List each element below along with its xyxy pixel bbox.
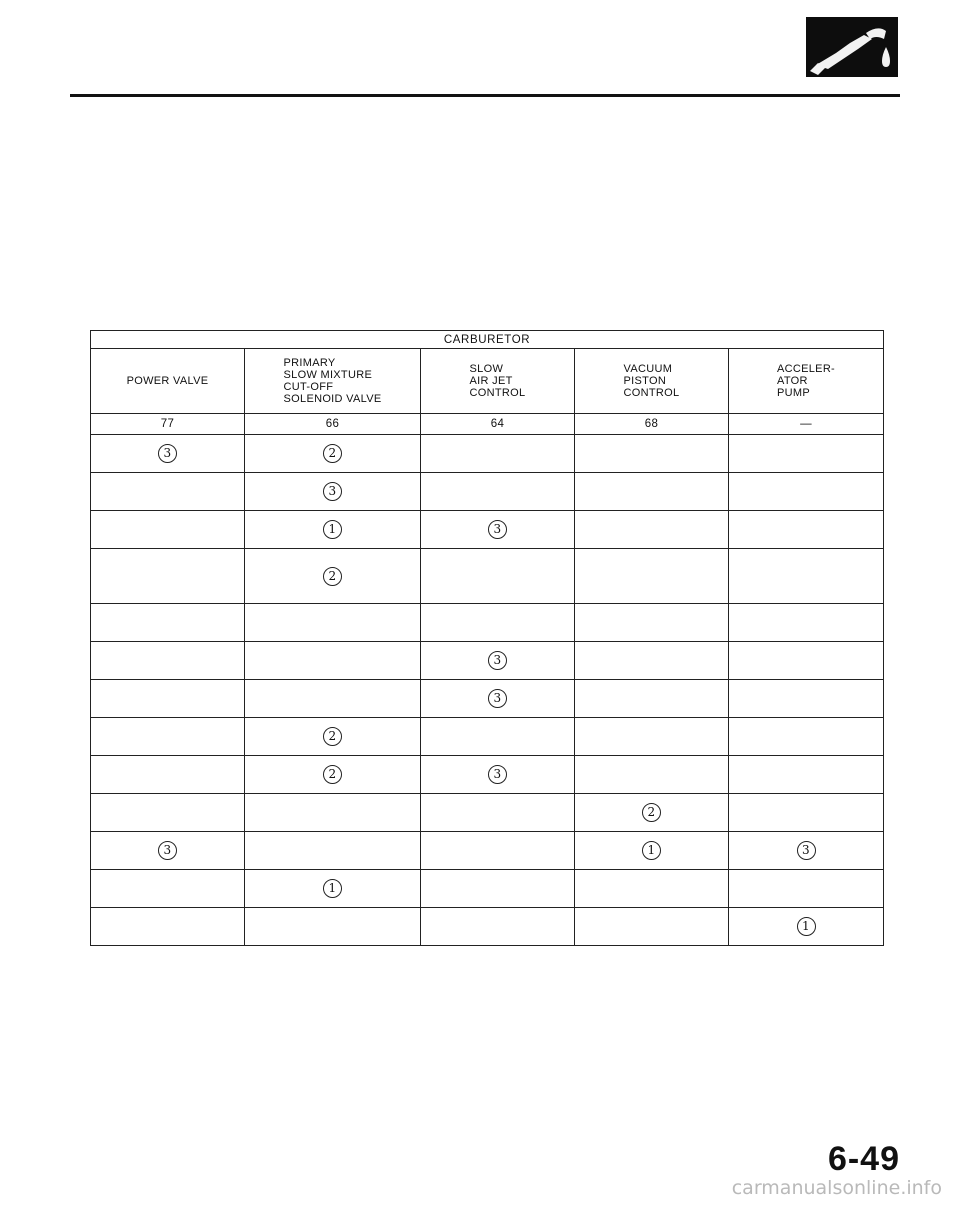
table-cell xyxy=(729,511,884,549)
table-cell xyxy=(245,794,421,832)
sequence-marker: 3 xyxy=(158,841,177,860)
table-cell xyxy=(245,549,421,604)
table-cell xyxy=(421,473,575,511)
table-row xyxy=(91,832,884,870)
table-cell xyxy=(575,511,729,549)
column-number: — xyxy=(729,414,884,435)
table-row xyxy=(91,870,884,908)
sequence-marker: 3 xyxy=(488,651,507,670)
table-row xyxy=(91,549,884,604)
sequence-marker: 2 xyxy=(323,765,342,784)
table-cell xyxy=(729,549,884,604)
table-cell xyxy=(245,473,421,511)
table-cell xyxy=(91,756,245,794)
header-rule xyxy=(70,94,900,97)
table-title: CARBURETOR xyxy=(91,331,884,349)
reference-number-row xyxy=(91,414,884,435)
table-row xyxy=(91,794,884,832)
watermark: carmanualsonline.info xyxy=(731,1177,942,1199)
table-cell xyxy=(245,832,421,870)
table-cell xyxy=(729,604,884,642)
table-cell xyxy=(91,870,245,908)
table-cell xyxy=(245,718,421,756)
sequence-marker: 3 xyxy=(797,841,816,860)
table-cell xyxy=(91,718,245,756)
table-cell xyxy=(575,549,729,604)
table-cell xyxy=(575,756,729,794)
table-cell xyxy=(575,642,729,680)
column-number: 66 xyxy=(245,414,421,435)
header-row xyxy=(91,349,884,414)
column-number: 68 xyxy=(575,414,729,435)
table-cell xyxy=(421,718,575,756)
table-cell xyxy=(421,794,575,832)
sequence-marker: 2 xyxy=(642,803,661,822)
table-row xyxy=(91,604,884,642)
table-row xyxy=(91,642,884,680)
table-cell xyxy=(575,908,729,946)
sequence-marker: 3 xyxy=(488,689,507,708)
column-number: 77 xyxy=(91,414,245,435)
table-row xyxy=(91,435,884,473)
table-row xyxy=(91,908,884,946)
table-row xyxy=(91,756,884,794)
table-cell xyxy=(245,756,421,794)
table-cell xyxy=(575,435,729,473)
table-cell xyxy=(421,642,575,680)
table-cell xyxy=(575,680,729,718)
table-cell xyxy=(421,604,575,642)
column-header: PRIMARY SLOW MIXTURE CUT-OFF SOLENOID VALVE xyxy=(245,349,421,414)
sequence-marker: 1 xyxy=(323,520,342,539)
table-cell xyxy=(421,511,575,549)
sequence-marker: 1 xyxy=(323,879,342,898)
table-cell xyxy=(575,604,729,642)
table-cell xyxy=(575,794,729,832)
sequence-marker: 1 xyxy=(642,841,661,860)
column-header: POWER VALVE xyxy=(91,349,245,414)
table-cell xyxy=(421,908,575,946)
table-cell xyxy=(91,511,245,549)
table-cell xyxy=(421,832,575,870)
table-row xyxy=(91,473,884,511)
table-cell xyxy=(91,794,245,832)
carburetor-table xyxy=(90,330,884,946)
column-number: 64 xyxy=(421,414,575,435)
table-row xyxy=(91,718,884,756)
table-cell xyxy=(729,718,884,756)
table-row xyxy=(91,511,884,549)
table-cell xyxy=(729,642,884,680)
sequence-marker: 2 xyxy=(323,567,342,586)
sequence-marker: 1 xyxy=(797,917,816,936)
table-cell xyxy=(729,435,884,473)
sequence-marker: 2 xyxy=(323,444,342,463)
table-cell xyxy=(421,435,575,473)
table-cell xyxy=(245,435,421,473)
table-cell xyxy=(729,680,884,718)
column-header: VACUUM PISTON CONTROL xyxy=(575,349,729,414)
sequence-marker: 2 xyxy=(323,727,342,746)
table-cell xyxy=(729,908,884,946)
table-body xyxy=(91,435,884,946)
table-cell xyxy=(729,473,884,511)
page-number: 6-49 xyxy=(827,1140,900,1178)
sequence-marker: 3 xyxy=(488,765,507,784)
table-cell xyxy=(245,604,421,642)
table-cell xyxy=(729,794,884,832)
table-cell xyxy=(91,642,245,680)
column-header: SLOW AIR JET CONTROL xyxy=(421,349,575,414)
table-cell xyxy=(421,870,575,908)
table-cell xyxy=(245,870,421,908)
table-cell xyxy=(729,870,884,908)
table-cell xyxy=(421,549,575,604)
sequence-marker: 3 xyxy=(158,444,177,463)
table-cell xyxy=(91,473,245,511)
sequence-marker: 3 xyxy=(323,482,342,501)
table-cell xyxy=(91,832,245,870)
table-row xyxy=(91,680,884,718)
table-cell xyxy=(91,908,245,946)
fuel-nozzle-icon xyxy=(806,17,898,77)
table-cell xyxy=(421,680,575,718)
table-cell xyxy=(91,435,245,473)
table-cell xyxy=(245,908,421,946)
column-header: ACCELER- ATOR PUMP xyxy=(729,349,884,414)
table-cell xyxy=(245,511,421,549)
table-cell xyxy=(575,832,729,870)
table-cell xyxy=(91,604,245,642)
table-cell xyxy=(245,680,421,718)
table-cell xyxy=(729,756,884,794)
table-cell xyxy=(729,832,884,870)
table-cell xyxy=(575,718,729,756)
table-cell xyxy=(421,756,575,794)
table-cell xyxy=(575,473,729,511)
table-cell xyxy=(245,642,421,680)
table-cell xyxy=(575,870,729,908)
table-cell xyxy=(91,680,245,718)
sequence-marker: 3 xyxy=(488,520,507,539)
table-cell xyxy=(91,549,245,604)
